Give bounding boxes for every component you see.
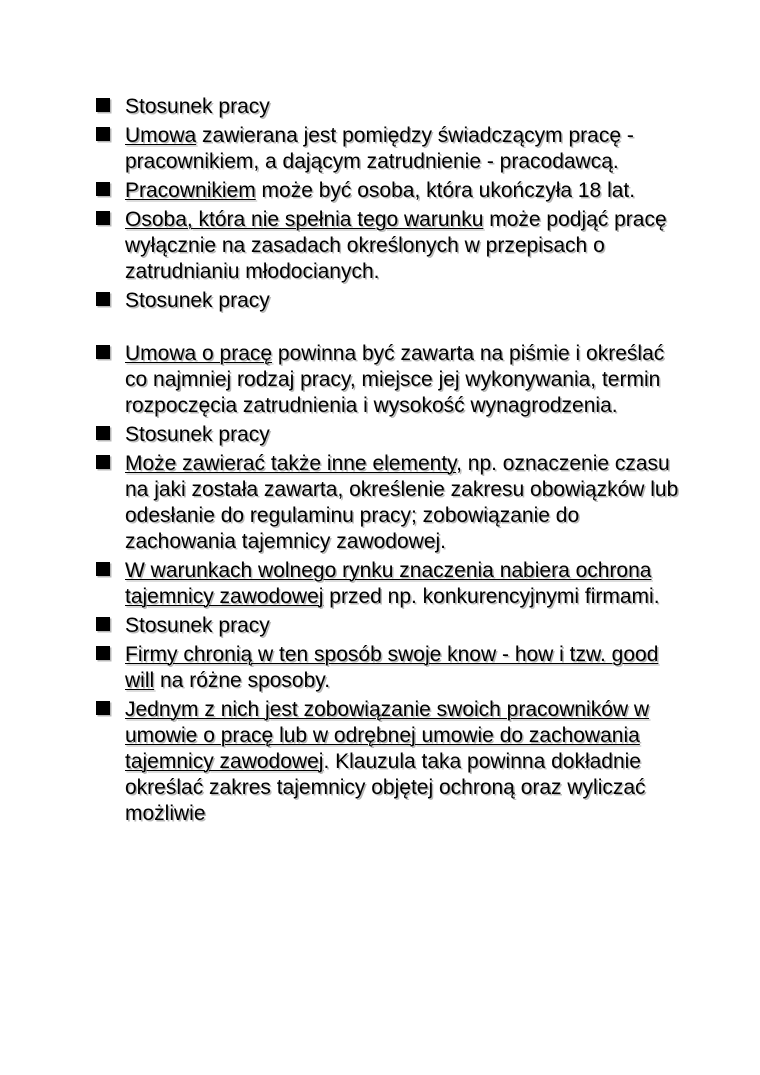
underlined-term: Osoba, która nie spełnia tego warunku bbox=[125, 208, 484, 231]
item-text: przed np. konkurencyjnymi firmami. bbox=[323, 585, 660, 608]
underlined-term: W warunkach wolnego rynku znaczenia nabiera ochrona tajemnicy zawodowej bbox=[125, 559, 652, 608]
item-text: może podjąć pracę wyłącznie na zasadach określonych w przepisach o zatrudnianiu młodocianych. bbox=[125, 208, 667, 283]
list-item bbox=[96, 94, 686, 120]
list-item bbox=[96, 207, 686, 285]
list-item bbox=[96, 288, 686, 314]
list-item bbox=[96, 642, 686, 694]
list-item bbox=[96, 558, 686, 610]
square-bullet-icon bbox=[96, 646, 110, 660]
item-text: powinna być zawarta na piśmie i określać co najmniej rodzaj pracy, miejsce jej wykonywania, termin rozpoczęcia zatrudnienia i wysokość wynagrodzenia. bbox=[125, 342, 665, 417]
list-item bbox=[96, 613, 686, 639]
square-bullet-icon bbox=[96, 455, 110, 469]
item-text: Stosunek pracy bbox=[125, 614, 270, 637]
list-item bbox=[96, 178, 686, 204]
bullet-list bbox=[96, 94, 686, 830]
item-text: może być osoba, która ukończyła 18 lat. bbox=[255, 179, 636, 202]
list-item bbox=[96, 123, 686, 175]
item-text: zawierana jest pomiędzy świadczącym pracę - pracownikiem, a dającym zatrudnienie - pracodawcą. bbox=[125, 124, 634, 173]
item-text: , np. oznaczenie czasu na jaki została zawarta, określenie zakresu obowiązków lub odesłanie do regulaminu pracy; zobowiązanie do zachowania tajemnicy zawodowej. bbox=[125, 452, 679, 553]
underlined-term: Umowa o pracę bbox=[125, 342, 273, 365]
square-bullet-icon bbox=[96, 345, 110, 359]
square-bullet-icon bbox=[96, 701, 110, 715]
list-item bbox=[96, 697, 686, 827]
list-item bbox=[96, 451, 686, 555]
item-text: Stosunek pracy bbox=[125, 423, 270, 446]
underlined-term: Umowa bbox=[125, 124, 197, 147]
square-bullet-icon bbox=[96, 98, 110, 112]
underlined-term: Jednym z nich jest zobowiązanie swoich pracowników w umowie o pracę lub w odrębnej umowie do zachowania tajemnicy zawodowej bbox=[125, 698, 650, 773]
list-item bbox=[96, 422, 686, 448]
underlined-term: Firmy chronią w ten sposób swoje know - how i tzw. good will bbox=[125, 643, 659, 692]
list-item bbox=[96, 341, 686, 419]
square-bullet-icon bbox=[96, 617, 110, 631]
underlined-term: Może zawierać także inne elementy bbox=[125, 452, 457, 475]
square-bullet-icon bbox=[96, 211, 110, 225]
underlined-term: Pracownikiem bbox=[125, 179, 256, 202]
square-bullet-icon bbox=[96, 182, 110, 196]
item-text: Stosunek pracy bbox=[125, 95, 270, 118]
square-bullet-icon bbox=[96, 562, 110, 576]
item-text: na różne sposoby. bbox=[154, 669, 331, 692]
square-bullet-icon bbox=[96, 127, 110, 141]
item-text: Stosunek pracy bbox=[125, 289, 270, 312]
square-bullet-icon bbox=[96, 426, 110, 440]
square-bullet-icon bbox=[96, 292, 110, 306]
item-text: . Klauzula taka powinna dokładnie określać zakres tajemnicy objętej ochroną oraz wyliczać możliwie bbox=[125, 750, 646, 825]
